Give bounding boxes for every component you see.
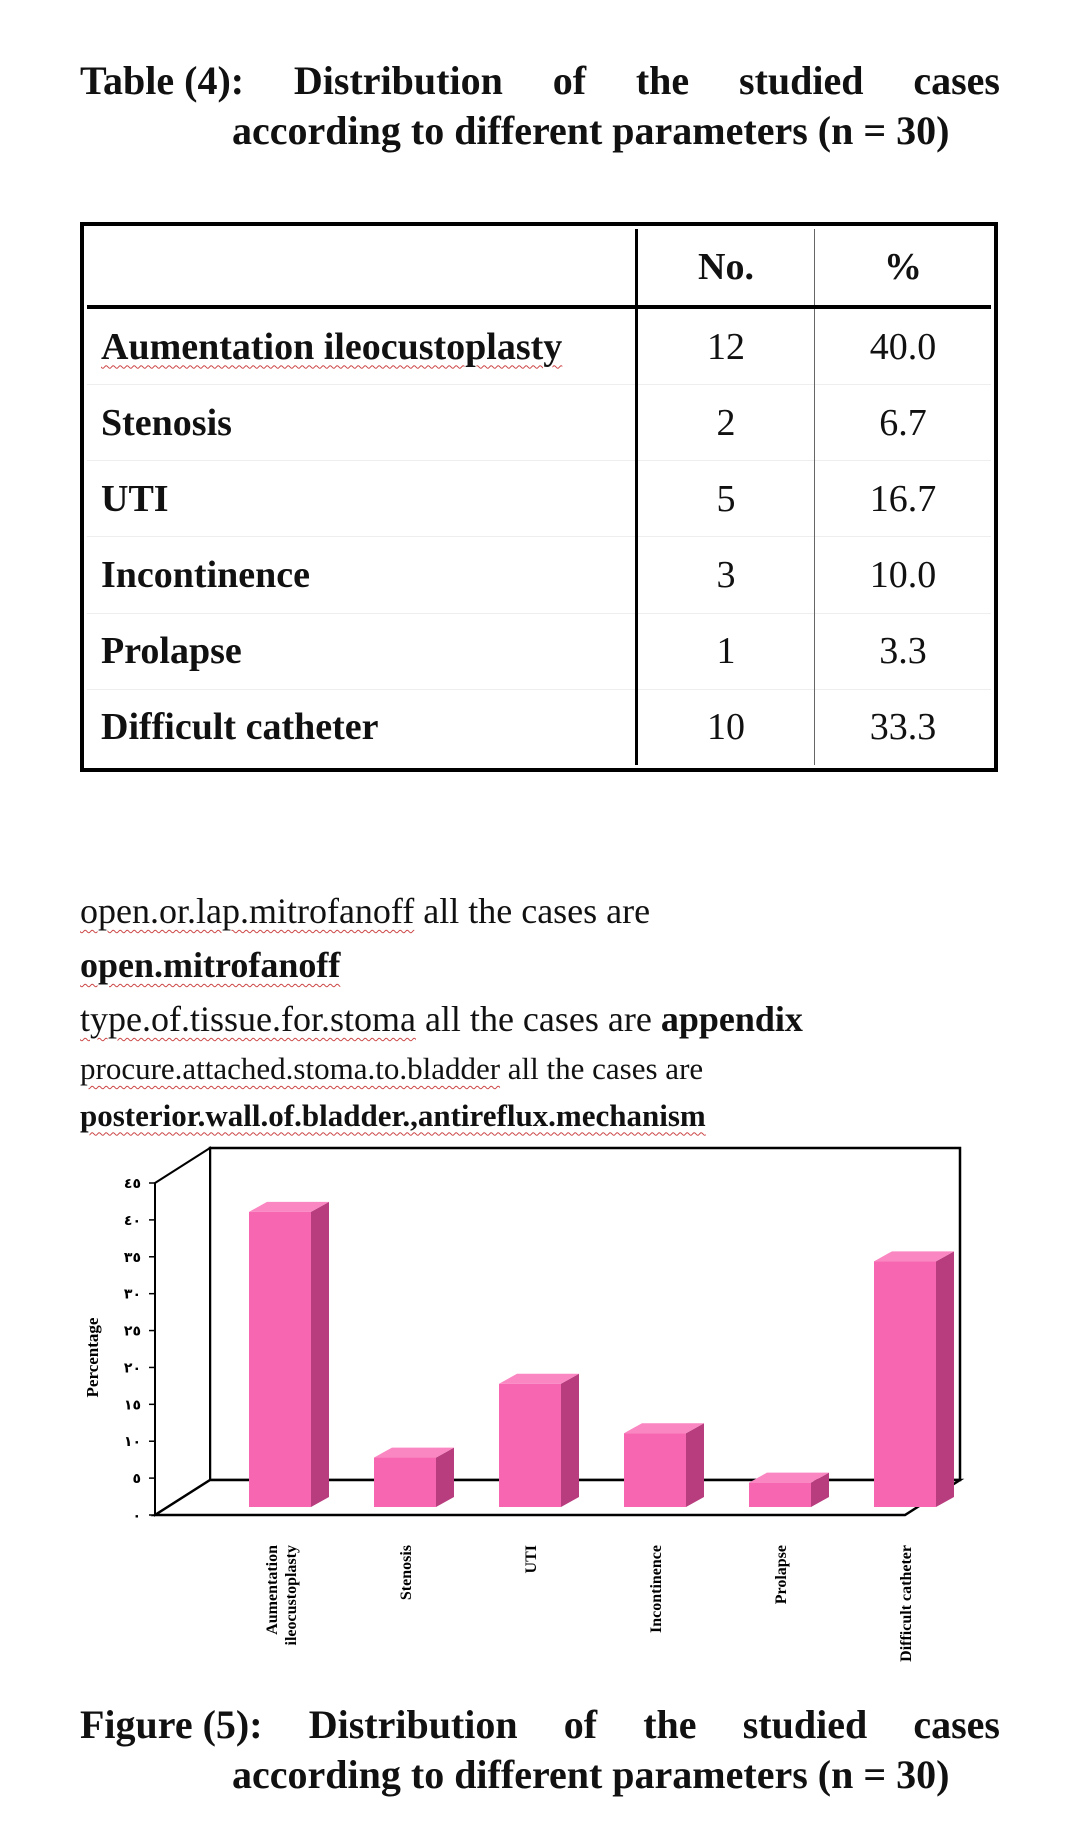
y-tick-label: ٤٥ [123,1176,141,1192]
bar [374,1458,436,1507]
row-count: 5 [637,461,815,537]
data-table [87,229,991,765]
note-text: all the cases are [414,891,651,931]
bar-side [686,1423,704,1507]
x-tick-label [398,1545,415,1600]
x-tick-label-line: Incontinence [648,1545,665,1633]
x-tick-label-line: Stenosis [398,1545,415,1601]
note-text: all the cases are [415,999,661,1039]
bar-side [311,1202,329,1507]
table-row [87,537,991,613]
caption-word: Distribution [293,58,503,103]
row-label: Stenosis [87,385,637,461]
row-percent: 33.3 [815,689,992,765]
table-row [87,689,991,765]
row-count: 2 [637,385,815,461]
caption-word: Figure (5): [80,1702,263,1747]
row-count: 1 [637,613,815,689]
header-no: No. [637,229,815,307]
note-variable: type.of.tissue.for.stoma [80,999,416,1039]
bar [499,1384,561,1507]
y-tick-label: ٢٠ [123,1360,141,1377]
caption-word: cases [913,58,1000,103]
bar [249,1212,311,1507]
data-table-frame [80,222,998,772]
note-line [80,884,1010,938]
row-label: Difficult catheter [87,689,637,765]
x-tick-label [898,1545,915,1662]
y-tick-label: ٢٥ [123,1323,141,1340]
chart-side-wall [155,1148,210,1515]
note-line [80,938,1010,992]
table-caption [80,56,1000,156]
table-row [87,613,991,689]
caption-word: cases [913,1702,1000,1747]
figure-caption [80,1700,1000,1800]
bar-side [936,1251,954,1507]
x-tick-label-line: Aumentation [264,1545,281,1635]
x-tick-label-line: UTI [523,1545,540,1574]
note-line [80,1093,1010,1140]
bar-chart [80,1140,980,1695]
note-variable: open.or.lap.mitrofanoff [80,891,415,931]
bar-side [436,1448,454,1507]
caption-word: of [563,1702,598,1747]
bar [624,1433,686,1507]
row-percent: 6.7 [815,385,992,461]
header-percent: % [815,229,992,307]
caption-line-2: according to different parameters (n = 30) [232,1752,950,1797]
caption-word: of [552,58,587,103]
caption-word: studied [742,1702,868,1747]
note-line [80,1046,1010,1093]
row-label: Incontinence [87,537,637,613]
caption-word: the [643,1702,697,1747]
x-tick-label [264,1545,300,1646]
bar [874,1261,936,1507]
row-percent: 3.3 [815,613,992,689]
row-label: UTI [87,461,637,537]
y-tick-label: ١٥ [123,1397,141,1414]
header-label [87,229,637,307]
note-variable: procure.attached.stoma.to.bladder [80,1051,501,1086]
row-percent: 16.7 [815,461,992,537]
note-value: open.mitrofanoff [80,945,341,985]
x-tick-label-line: ileocustoplasty [283,1545,300,1646]
y-tick-label: ١٠ [123,1434,141,1451]
table-header-row [87,229,991,307]
y-tick-label: ٣٠ [123,1286,141,1303]
y-tick-label: ٣٥ [123,1249,141,1266]
y-tick-label: ٥ [132,1471,141,1488]
note-value: posterior.wall.of.bladder.,antireflux.mechanism [80,1097,706,1133]
x-tick-label [773,1545,790,1604]
x-tick-label-line: Prolapse [773,1545,790,1605]
caption-word: Distribution [308,1702,518,1747]
caption-word: the [635,58,690,103]
table-row [87,307,991,385]
table-row [87,385,991,461]
row-percent: 40.0 [869,325,937,368]
x-tick-label [523,1545,540,1573]
caption-word: studied [739,58,864,103]
caption-line-2: according to different parameters (n = 30) [232,108,950,153]
row-count: 3 [637,537,815,613]
bar [749,1483,811,1507]
y-tick-label: ٠ [132,1508,141,1524]
row-count: 10 [637,689,815,765]
x-tick-label-line: Difficult catheter [898,1545,915,1662]
caption-word: Table (4): [80,58,245,103]
notes-block [80,884,1010,1139]
note-text: all the cases are [500,1051,704,1086]
row-percent: 10.0 [815,537,992,613]
y-axis-label: Percentage [83,1317,102,1398]
table-row [87,461,991,537]
note-line [80,992,1010,1046]
row-count: 12 [637,307,815,385]
x-tick-label [648,1545,665,1633]
row-label: Aumentation ileocustoplasty [101,325,563,368]
row-label: Prolapse [87,613,637,689]
bar-side [561,1374,579,1507]
y-tick-label: ٤٠ [123,1212,141,1229]
note-value: appendix [660,999,803,1039]
